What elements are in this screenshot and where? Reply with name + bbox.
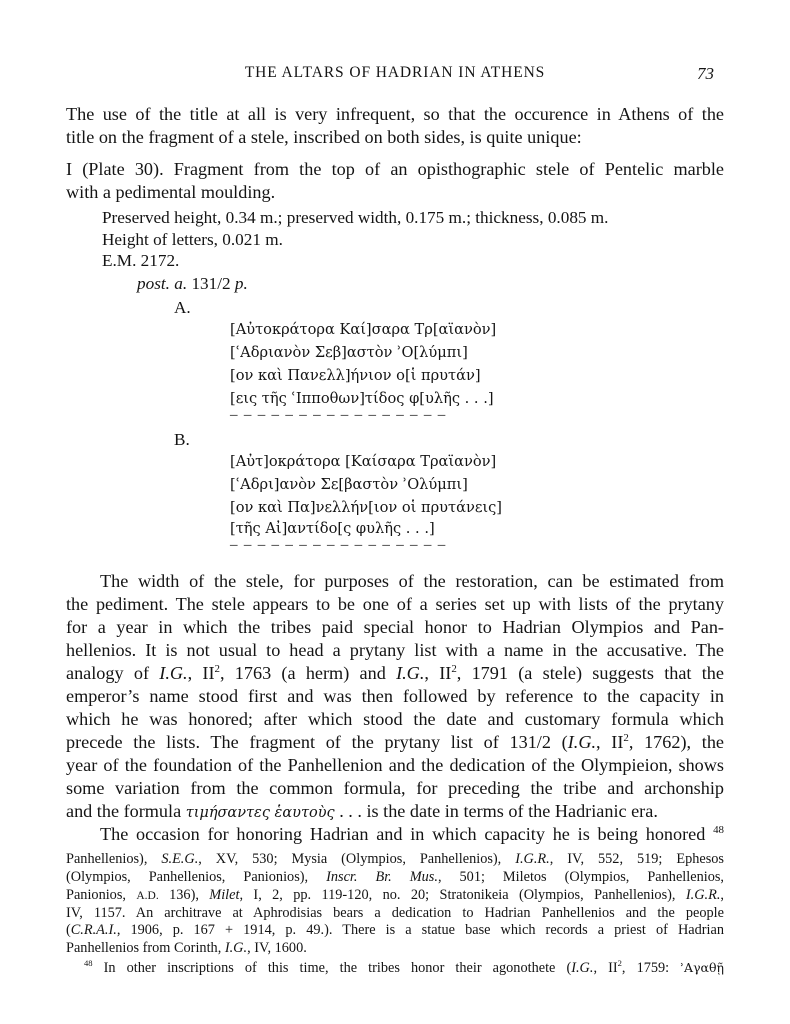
item-heading-line: I (Plate 30). Fragment from the top of an opisthographic stele of Pentelic marble [66, 159, 724, 179]
measurement-line: Height of letters, 0.021 m. [102, 230, 283, 249]
face-a-line: [εις τῆς ʿΙπποθων]τίδος φ[υλῆς . . .] [230, 390, 494, 407]
face-a-line: [ʿΑδριανὸν Σεβ]αστὸν ʾΟ[λύμπι] [230, 344, 468, 361]
measurement-line: Preserved height, 0.34 m.; preserved width, 0.175 m.; thickness, 0.085 m. [102, 208, 609, 227]
museum-inventory: E.M. 2172. [102, 251, 180, 270]
face-b-label: B. [174, 430, 190, 449]
date-suffix: p. [234, 274, 248, 293]
body-line: analogy of I.G., $II^2$, 1763 (a herm) and I.G., $II^2$, 1791 (a stele) suggests that the [66, 662, 724, 683]
footnote-line: IV, 1157. An architrave at Aphrodisias bears a dedication to Hadrian Panhellenios and the people [66, 905, 724, 921]
face-a-line: [Αὐτοκράτορα Καί]σαρα Τρ[αϊανὸν] [230, 321, 497, 338]
body-line: which he was honored; after which stood the date and customary formula which [66, 709, 724, 729]
face-a-line: [ον καὶ Πανελλ]ήνιον ο[ἱ πρυτάν] [230, 367, 481, 384]
greek-formula: τιμήσαντες ἑαυτοὺς [185, 805, 335, 821]
body-line: hellenios. It is not usual to head a prytany list with a name in the accusative. The [66, 640, 724, 660]
date-year: 131/2 [187, 274, 235, 293]
footnote-ref-48: 48 [713, 823, 724, 836]
footnote-line: Panhellenios), S.E.G., XV, 530; Mysia (Olympios, Panhellenios), I.G.R., IV, 552, 519; Ephesos [66, 851, 724, 867]
face-b-line: [Αὐτ]οκράτορα [Καίσαρα Τραϊανὸν] [230, 453, 497, 470]
body-line: for a year in which the tribes paid special honor to Hadrian Olympios and Pan- [66, 617, 724, 637]
body-line: and the formula τιμήσαντες ἑαυτοὺς . . . is the date in terms of the Hadrianic era. [66, 801, 658, 821]
page-number: 73 [697, 64, 714, 83]
intro-line: The use of the title at all is very infrequent, so that the occurence in Athens of the [66, 104, 724, 124]
face-a-lacuna-dashes: – – – – – – – – – – – – – – – – [230, 407, 447, 423]
intro-line: title on the fragment of a stele, inscribed on both sides, is quite unique: [66, 127, 582, 147]
body-line: the pediment. The stele appears to be one of a series set up with lists of the prytany [66, 594, 724, 614]
footnote-line: Panionios, A.D. 136), Milet, I, 2, pp. 119-120, no. 20; Stratonikeia (Olympios, Panhellenios), I.G.R., [66, 887, 724, 903]
body-line: precede the lists. The fragment of the prytany list of 131/2 (I.G., $II^2$, 1762), the [66, 731, 724, 752]
footnote-line: (C.R.A.I., 1906, p. 167 + 1914, p. 49.). There is a statue base which records a priest of Hadrian [66, 922, 724, 938]
body-line: year of the foundation of the Panhellenion and the dedication of the Olympieion, shows [66, 755, 724, 775]
footnote-48: $^{48}$ In other inscriptions of this time, the tribes honor their agonothete (I.G., $II^2$, 1759: ʾΑγαθῇ [84, 958, 724, 976]
body-line: emperor’s name stood first and was then followed by reference to the capacity in [66, 686, 724, 706]
body-line: The width of the stele, for purposes of the restoration, can be estimated from [100, 571, 724, 591]
body-line: The occasion for honoring Hadrian and in which capacity he is being honored $^{48}$ [100, 823, 724, 844]
body-line: some variation from the common formula, for preceding the tribe and archonship [66, 778, 724, 798]
face-a-label: A. [174, 298, 191, 317]
face-b-lacuna-dashes: – – – – – – – – – – – – – – – – [230, 537, 447, 553]
running-header-title: THE ALTARS OF HADRIAN IN ATHENS [244, 64, 546, 81]
face-b-line: [τῆς Αἰ]αντίδο[ς φυλῆς . . .] [230, 520, 435, 537]
item-heading-line: with a pedimental moulding. [66, 182, 276, 202]
date-prefix: post. a. [137, 274, 188, 293]
footnote-line: (Olympios, Panhellenios, Panionios), Inscr. Br. Mus., 501; Miletos (Olympios, Panhellenios, [66, 869, 724, 885]
face-b-line: [ʿΑδρι]ανὸν Σε[βαστὸν ʾΟλύμπι] [230, 476, 468, 493]
face-b-line: [ον καὶ Πα]νελλήν[ιον οἱ πρυτάνεις] [230, 499, 503, 516]
footnote-line: Panhellenios from Corinth, I.G., IV, 1600. [66, 940, 307, 956]
inscription-date [137, 273, 248, 295]
